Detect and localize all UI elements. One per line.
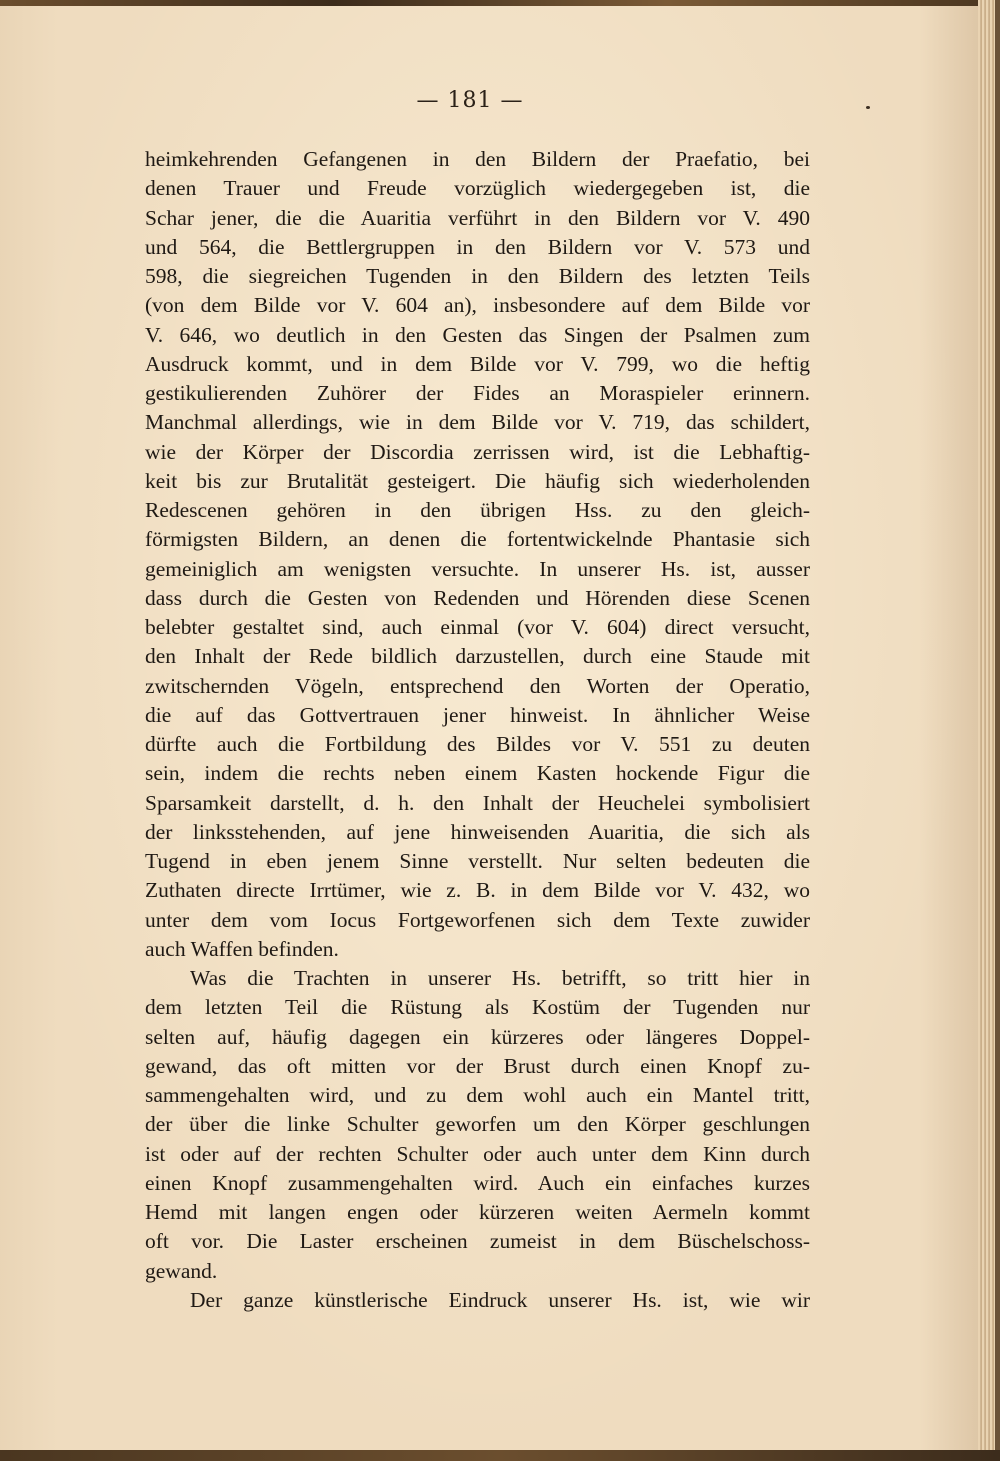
text-line: Sparsamkeit darstellt, d. h. den Inhalt der Heuchelei symbolisiert xyxy=(145,790,810,815)
page-edges xyxy=(978,0,1000,1461)
text-line: heimkehrenden Gefangenen in den Bildern der Praefatio, bei xyxy=(145,147,810,171)
text-line: Hemd mit langen engen oder kürzeren weiten Aermeln kommt xyxy=(145,1200,810,1224)
text-line: Tugend in eben jenem Sinne verstellt. Nur selten bedeuten die xyxy=(145,849,810,873)
text-line: keit bis zur Brutalität gesteigert. Die häufig sich wiederholenden xyxy=(145,468,810,493)
text-line: einen Knopf zusammengehalten wird. Auch ein einfaches kurzes xyxy=(145,1170,810,1195)
text-line: wie der Körper der Discordia zerrissen wird, ist die Lebhaftig- xyxy=(145,439,810,464)
text-line: unter dem vom Iocus Fortgeworfenen sich dem Texte zuwider xyxy=(145,907,810,932)
text-line: Zuthaten directe Irrtümer, wie z. B. in dem Bilde vor V. 432, wo xyxy=(145,878,810,903)
text-line: gewand, das oft mitten vor der Brust durch einen Knopf zu- xyxy=(145,1053,810,1078)
text-line: den Inhalt der Rede bildlich darzustellen, durch eine Staude mit xyxy=(145,644,810,669)
text-line: gestikulierenden Zuhörer der Fides an Moraspieler erinnern. xyxy=(145,381,810,405)
text-line: oft vor. Die Laster erscheinen zumeist in dem Büschelschoss- xyxy=(145,1229,810,1254)
text-line: gemeiniglich am wenigsten versuchte. In unserer Hs. ist, ausser xyxy=(145,556,810,581)
book-page xyxy=(0,6,978,1452)
text-line: denen Trauer und Freude vorzüglich wiedergegeben ist, die xyxy=(145,176,810,201)
page-number: — 181 — xyxy=(416,88,524,113)
text-line: und 564, die Bettlergruppen in den Bildern vor V. 573 und xyxy=(145,234,810,259)
text-line: Der ganze künstlerische Eindruck unserer Hs. ist, wie wir xyxy=(190,1287,810,1312)
text-line: Redescenen gehören in den übrigen Hss. zu den gleich- xyxy=(145,498,810,522)
text-line: dem letzten Teil die Rüstung als Kostüm der Tugenden nur xyxy=(145,995,810,1020)
text-line: Schar jener, die die Auaritia verführt in den Bildern vor V. 490 xyxy=(145,205,810,230)
text-line: sein, indem die rechts neben einem Kasten hockende Figur die xyxy=(145,761,810,786)
text-line: Manchmal allerdings, wie in dem Bilde vor V. 719, das schildert, xyxy=(145,410,810,435)
text-line: V. 646, wo deutlich in den Gesten das Singen der Psalmen zum xyxy=(145,322,810,347)
text-line: ist oder auf der rechten Schulter oder auch unter dem Kinn durch xyxy=(145,1141,810,1166)
body-text xyxy=(145,145,810,1315)
text-line: dürfte auch die Fortbildung des Bildes vor V. 551 zu deuten xyxy=(145,732,810,756)
text-line: Ausdruck kommt, und in dem Bilde vor V. 799, wo die heftig xyxy=(145,351,810,376)
text-line: sammengehalten wird, und zu dem wohl auch ein Mantel tritt, xyxy=(145,1083,810,1107)
text-line: (von dem Bilde vor V. 604 an), insbesondere auf dem Bilde vor xyxy=(145,293,810,318)
text-line: Was die Trachten in unserer Hs. betrifft, so tritt hier in xyxy=(190,966,810,990)
text-line: auch Waffen befinden. xyxy=(145,936,339,961)
text-line: der linksstehenden, auf jene hinweisenden Auaritia, die sich als xyxy=(145,819,810,844)
text-line: der über die linke Schulter geworfen um den Körper geschlungen xyxy=(145,1112,810,1137)
text-line: belebter gestaltet sind, auch einmal (vor V. 604) direct versucht, xyxy=(145,615,810,639)
text-line: 598, die siegreichen Tugenden in den Bildern des letzten Teils xyxy=(145,264,810,288)
text-line: förmigsten Bildern, an denen die fortentwickelnde Phantasie sich xyxy=(145,527,810,552)
text-line: zwitschernden Vögeln, entsprechend den Worten der Operatio, xyxy=(145,673,810,698)
text-line: die auf das Gottvertrauen jener hinweist. In ähnlicher Weise xyxy=(145,702,810,727)
text-line: selten auf, häufig dagegen ein kürzeres oder längeres Doppel- xyxy=(145,1024,810,1049)
ink-speck xyxy=(866,106,870,109)
book-spine-bottom xyxy=(0,1450,1000,1461)
text-line: gewand. xyxy=(145,1258,218,1283)
text-line: dass durch die Gesten von Redenden und Hörenden diese Scenen xyxy=(145,585,810,610)
